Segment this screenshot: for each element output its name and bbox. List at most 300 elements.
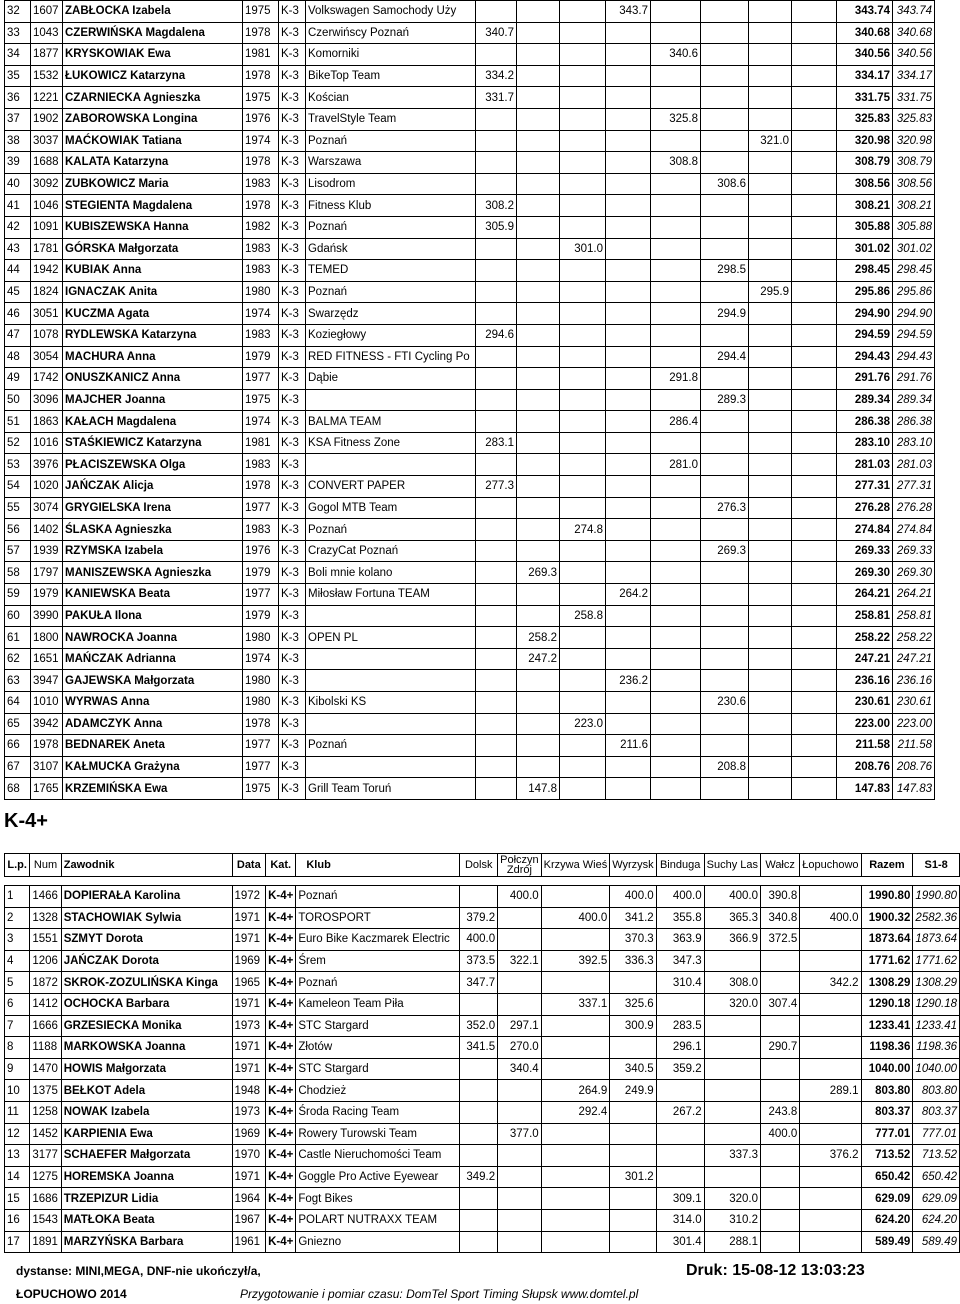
cell-polczyn [517, 540, 560, 562]
cell-lp: 48 [5, 346, 31, 368]
cell-dolsk [476, 454, 517, 476]
cell-krzywa-wies [560, 778, 606, 800]
k3-results-table [4, 0, 935, 800]
cell-polczyn [517, 411, 560, 433]
cell-polczyn: 340.4 [498, 1058, 542, 1080]
cell-lopuchowo [800, 1123, 861, 1145]
cell-data: 1971 [232, 1166, 266, 1188]
cell-s1-8: 258.81 [893, 605, 935, 627]
cell-binduga: 340.6 [651, 44, 701, 66]
cell-lopuchowo [792, 346, 837, 368]
cell-razem: 295.86 [837, 281, 893, 303]
cell-krzywa-wies [541, 972, 610, 994]
cell-zawodnik: ŚLASKA Agnieszka [63, 519, 243, 541]
cell-data: 1977 [243, 368, 279, 390]
cell-wyrzysk [606, 152, 651, 174]
table-row [5, 1188, 960, 1210]
cell-wyrzysk [606, 195, 651, 217]
cell-klub: POLART NUTRAXX TEAM [296, 1209, 460, 1231]
cell-lp: 61 [5, 627, 31, 649]
cell-razem: 294.43 [837, 346, 893, 368]
cell-s1-8: 2582.36 [913, 907, 960, 929]
cell-klub: Chodzież [296, 1080, 460, 1102]
table-row [5, 1058, 960, 1080]
cell-lp: 34 [5, 44, 31, 66]
cell-num: 1402 [31, 519, 63, 541]
cell-krzywa-wies [560, 44, 606, 66]
cell-wyrzysk: 211.6 [606, 735, 651, 757]
cell-data: 1970 [232, 1145, 266, 1167]
cell-polczyn [517, 65, 560, 87]
cell-krzywa-wies [560, 281, 606, 303]
cell-wyrzysk [606, 216, 651, 238]
cell-lp: 42 [5, 216, 31, 238]
cell-polczyn [517, 152, 560, 174]
cell-kat: K-3 [279, 238, 306, 260]
cell-zawodnik: ZUBKOWICZ Maria [63, 173, 243, 195]
cell-krzywa-wies [560, 648, 606, 670]
cell-num: 1939 [31, 540, 63, 562]
cell-suchy-las [704, 1101, 760, 1123]
cell-s1-8: 286.38 [893, 411, 935, 433]
cell-data: 1977 [243, 756, 279, 778]
cell-krzywa-wies [560, 692, 606, 714]
cell-kat: K-3 [279, 713, 306, 735]
cell-krzywa-wies [560, 130, 606, 152]
cell-data: 1977 [243, 735, 279, 757]
cell-razem: 294.59 [837, 324, 893, 346]
cell-klub: Kościan [306, 87, 476, 109]
cell-num: 1206 [30, 950, 61, 972]
cell-wyrzysk [606, 44, 651, 66]
cell-razem: 298.45 [837, 260, 893, 282]
cell-zawodnik: CZARNIECKA Agnieszka [63, 87, 243, 109]
cell-kat: K-3 [279, 173, 306, 195]
cell-data: 1961 [232, 1231, 266, 1253]
table-row [5, 432, 935, 454]
cell-razem: 803.37 [861, 1101, 913, 1123]
cell-dolsk [476, 173, 517, 195]
cell-data: 1978 [243, 195, 279, 217]
cell-lp: 67 [5, 756, 31, 778]
cell-suchy-las [701, 368, 749, 390]
cell-data: 1980 [243, 692, 279, 714]
cell-wyrzysk: 370.3 [610, 929, 656, 951]
cell-krzywa-wies [560, 497, 606, 519]
cell-lp: 41 [5, 195, 31, 217]
cell-suchy-las: 365.3 [704, 907, 760, 929]
cell-kat: K-4+ [266, 993, 296, 1015]
cell-razem: 208.76 [837, 756, 893, 778]
cell-binduga: 286.4 [651, 411, 701, 433]
cell-num: 1275 [30, 1166, 61, 1188]
cell-data: 1971 [232, 929, 266, 951]
cell-wyrzysk [606, 130, 651, 152]
cell-walcz [749, 173, 792, 195]
cell-lopuchowo [792, 648, 837, 670]
cell-dolsk [476, 670, 517, 692]
cell-walcz [749, 670, 792, 692]
cell-razem: 331.75 [837, 87, 893, 109]
cell-krzywa-wies [560, 562, 606, 584]
cell-data: 1980 [243, 281, 279, 303]
cell-binduga [656, 993, 704, 1015]
cell-lp: 56 [5, 519, 31, 541]
cell-razem: 1290.18 [861, 993, 913, 1015]
cell-suchy-las: 308.0 [704, 972, 760, 994]
cell-walcz [761, 1209, 800, 1231]
table-row [5, 44, 935, 66]
cell-data: 1973 [232, 1015, 266, 1037]
cell-dolsk [460, 1231, 498, 1253]
cell-kat: K-3 [279, 778, 306, 800]
cell-dolsk [476, 756, 517, 778]
cell-klub [306, 454, 476, 476]
cell-num: 1016 [31, 432, 63, 454]
cell-wyrzysk [606, 324, 651, 346]
cell-klub: Castle Nieruchomości Team [296, 1145, 460, 1167]
cell-krzywa-wies [560, 368, 606, 390]
cell-lopuchowo [792, 216, 837, 238]
cell-num: 1688 [31, 152, 63, 174]
cell-razem: 223.00 [837, 713, 893, 735]
cell-zawodnik: KALATA Katarzyna [63, 152, 243, 174]
cell-zawodnik: JAŃCZAK Dorota [61, 950, 232, 972]
cell-krzywa-wies [541, 1058, 610, 1080]
cell-dolsk [476, 519, 517, 541]
cell-suchy-las: 320.0 [704, 1188, 760, 1210]
cell-lopuchowo [792, 44, 837, 66]
cell-wyrzysk: 340.5 [610, 1058, 656, 1080]
cell-klub: STC Stargard [296, 1015, 460, 1037]
cell-s1-8: 305.88 [893, 216, 935, 238]
cell-lp: 7 [5, 1015, 30, 1037]
cell-walcz [761, 1058, 800, 1080]
cell-suchy-las: 400.0 [704, 886, 760, 908]
cell-lopuchowo [792, 281, 837, 303]
cell-krzywa-wies [560, 260, 606, 282]
cell-kat: K-4+ [266, 886, 296, 908]
cell-zawodnik: MATŁOKA Beata [61, 1209, 232, 1231]
cell-razem: 281.03 [837, 454, 893, 476]
cell-kat: K-3 [279, 260, 306, 282]
table-row [5, 368, 935, 390]
cell-wyrzysk [606, 411, 651, 433]
cell-klub: Poznań [306, 281, 476, 303]
cell-lp: 60 [5, 605, 31, 627]
cell-data: 1983 [243, 238, 279, 260]
cell-kat: K-4+ [266, 1209, 296, 1231]
cell-lopuchowo [792, 1, 837, 23]
table-row [5, 130, 935, 152]
cell-data: 1983 [243, 519, 279, 541]
cell-zawodnik: ADAMCZYK Anna [63, 713, 243, 735]
cell-lopuchowo [792, 713, 837, 735]
cell-s1-8: 325.83 [893, 108, 935, 130]
cell-suchy-las: 320.0 [704, 993, 760, 1015]
cell-binduga: 355.8 [656, 907, 704, 929]
cell-lp: 45 [5, 281, 31, 303]
cell-klub [306, 713, 476, 735]
cell-walcz [749, 152, 792, 174]
cell-lopuchowo [792, 108, 837, 130]
cell-dolsk: 283.1 [476, 432, 517, 454]
table-row [5, 648, 935, 670]
cell-lp: 12 [5, 1123, 30, 1145]
cell-klub: Czerwińscy Poznań [306, 22, 476, 44]
cell-kat: K-3 [279, 152, 306, 174]
cell-polczyn [498, 1101, 542, 1123]
cell-polczyn [517, 281, 560, 303]
cell-dolsk: 347.7 [460, 972, 498, 994]
cell-data: 1969 [232, 1123, 266, 1145]
cell-walcz [761, 1015, 800, 1037]
cell-krzywa-wies [541, 929, 610, 951]
cell-binduga: 283.5 [656, 1015, 704, 1037]
cell-binduga [651, 260, 701, 282]
cell-wyrzysk [606, 519, 651, 541]
cell-s1-8: 276.28 [893, 497, 935, 519]
cell-s1-8: 294.90 [893, 303, 935, 325]
cell-krzywa-wies [560, 411, 606, 433]
cell-polczyn [517, 476, 560, 498]
cell-lopuchowo [792, 324, 837, 346]
header-lopuchowo: Łopuchowo [800, 854, 861, 877]
cell-kat: K-4+ [266, 1123, 296, 1145]
header-spacer-row [5, 877, 960, 886]
cell-data: 1980 [243, 670, 279, 692]
cell-wyrzysk [606, 476, 651, 498]
cell-data: 1975 [243, 778, 279, 800]
cell-lp: 64 [5, 692, 31, 714]
cell-walcz [749, 389, 792, 411]
cell-lp: 15 [5, 1188, 30, 1210]
cell-polczyn [517, 735, 560, 757]
cell-krzywa-wies [560, 195, 606, 217]
cell-walcz: 340.8 [761, 907, 800, 929]
cell-walcz [761, 1231, 800, 1253]
cell-dolsk [460, 1058, 498, 1080]
cell-walcz [749, 44, 792, 66]
cell-razem: 589.49 [861, 1231, 913, 1253]
cell-binduga [651, 735, 701, 757]
cell-zawodnik: BEŁKOT Adela [61, 1080, 232, 1102]
k4-table-body [5, 886, 960, 1253]
cell-walcz: 321.0 [749, 130, 792, 152]
cell-razem: 308.79 [837, 152, 893, 174]
cell-dolsk [476, 627, 517, 649]
cell-kat: K-3 [279, 540, 306, 562]
cell-zawodnik: KRYSKOWIAK Ewa [63, 44, 243, 66]
cell-zawodnik: RZYMSKA Izabela [63, 540, 243, 562]
cell-suchy-las [701, 519, 749, 541]
cell-walcz: 295.9 [749, 281, 792, 303]
cell-lp: 66 [5, 735, 31, 757]
cell-klub: Swarzędz [306, 303, 476, 325]
cell-kat: K-4+ [266, 1015, 296, 1037]
cell-kat: K-4+ [266, 1231, 296, 1253]
cell-klub: Boli mnie kolano [306, 562, 476, 584]
cell-lp: 53 [5, 454, 31, 476]
cell-zawodnik: SCHAEFER Małgorzata [61, 1145, 232, 1167]
cell-klub: Dąbie [306, 368, 476, 390]
cell-num: 1686 [30, 1188, 61, 1210]
cell-lopuchowo [800, 1166, 861, 1188]
cell-wyrzysk [606, 692, 651, 714]
cell-kat: K-4+ [266, 950, 296, 972]
cell-num: 1765 [31, 778, 63, 800]
cell-suchy-las [701, 1, 749, 23]
cell-wyrzysk [606, 497, 651, 519]
cell-lp: 51 [5, 411, 31, 433]
header-s1-8: S1-8 [913, 854, 960, 877]
cell-lopuchowo [800, 1231, 861, 1253]
cell-kat: K-3 [279, 605, 306, 627]
cell-s1-8: 308.79 [893, 152, 935, 174]
cell-zawodnik: NOWAK Izabela [61, 1101, 232, 1123]
cell-lopuchowo [792, 670, 837, 692]
cell-dolsk [476, 130, 517, 152]
table-row [5, 281, 935, 303]
k3-table-body [5, 1, 935, 800]
cell-krzywa-wies [541, 886, 610, 908]
cell-walcz [749, 735, 792, 757]
cell-krzywa-wies: 274.8 [560, 519, 606, 541]
cell-razem: 713.52 [861, 1145, 913, 1167]
cell-num: 3990 [31, 605, 63, 627]
cell-krzywa-wies: 264.9 [541, 1080, 610, 1102]
cell-dolsk: 308.2 [476, 195, 517, 217]
cell-s1-8: 258.22 [893, 627, 935, 649]
cell-razem: 289.34 [837, 389, 893, 411]
cell-num: 3074 [31, 497, 63, 519]
cell-s1-8: 294.59 [893, 324, 935, 346]
cell-suchy-las [701, 324, 749, 346]
table-row [5, 260, 935, 282]
cell-dolsk [476, 368, 517, 390]
cell-wyrzysk [606, 454, 651, 476]
cell-num: 1902 [31, 108, 63, 130]
cell-suchy-las [701, 44, 749, 66]
table-row [5, 756, 935, 778]
cell-polczyn [517, 324, 560, 346]
cell-suchy-las [701, 713, 749, 735]
cell-wyrzysk [606, 238, 651, 260]
cell-suchy-las [704, 1123, 760, 1145]
cell-lopuchowo [800, 886, 861, 908]
cell-razem: 269.33 [837, 540, 893, 562]
cell-dolsk [476, 238, 517, 260]
cell-klub: TravelStyle Team [306, 108, 476, 130]
cell-suchy-las: 269.3 [701, 540, 749, 562]
cell-zawodnik: MAŃCZAK Adrianna [63, 648, 243, 670]
cell-suchy-las [704, 950, 760, 972]
cell-s1-8: 1990.80 [913, 886, 960, 908]
cell-polczyn [498, 1145, 542, 1167]
cell-wyrzysk [606, 303, 651, 325]
cell-binduga [656, 1080, 704, 1102]
cell-kat: K-3 [279, 756, 306, 778]
cell-walcz [761, 972, 800, 994]
cell-wyrzysk [606, 562, 651, 584]
cell-kat: K-3 [279, 22, 306, 44]
cell-binduga [651, 692, 701, 714]
cell-zawodnik: PAKUŁA Ilona [63, 605, 243, 627]
cell-walcz [749, 411, 792, 433]
table-row [5, 454, 935, 476]
table-row [5, 605, 935, 627]
cell-walcz [749, 108, 792, 130]
cell-walcz [761, 1188, 800, 1210]
cell-wyrzysk: 249.9 [610, 1080, 656, 1102]
cell-klub: Lisodrom [306, 173, 476, 195]
cell-num: 3051 [31, 303, 63, 325]
cell-data: 1979 [243, 605, 279, 627]
header-lp: L.p. [5, 854, 30, 877]
cell-dolsk: 341.5 [460, 1037, 498, 1059]
table-row [5, 1231, 960, 1253]
cell-klub: Gdańsk [306, 238, 476, 260]
cell-data: 1971 [232, 1037, 266, 1059]
cell-polczyn [517, 519, 560, 541]
cell-zawodnik: ONUSZKANICZ Anna [63, 368, 243, 390]
cell-krzywa-wies [560, 756, 606, 778]
header-kat: Kat. [266, 854, 296, 877]
cell-wyrzysk: 236.2 [606, 670, 651, 692]
cell-num: 1651 [31, 648, 63, 670]
cell-kat: K-4+ [266, 1080, 296, 1102]
cell-kat: K-3 [279, 476, 306, 498]
cell-data: 1983 [243, 454, 279, 476]
cell-razem: 301.02 [837, 238, 893, 260]
cell-s1-8: 264.21 [893, 584, 935, 606]
cell-razem: 236.16 [837, 670, 893, 692]
cell-kat: K-3 [279, 432, 306, 454]
table-row [5, 22, 935, 44]
cell-krzywa-wies [560, 454, 606, 476]
cell-zawodnik: SKROK-ZOZULIŃSKA Kinga [61, 972, 232, 994]
cell-binduga [656, 1145, 704, 1167]
cell-s1-8: 589.49 [913, 1231, 960, 1253]
cell-zawodnik: MAJCHER Joanna [63, 389, 243, 411]
cell-razem: 274.84 [837, 519, 893, 541]
cell-data: 1975 [243, 87, 279, 109]
cell-krzywa-wies [560, 627, 606, 649]
cell-s1-8: 236.16 [893, 670, 935, 692]
cell-zawodnik: KRZEMIŃSKA Ewa [63, 778, 243, 800]
cell-lp: 43 [5, 238, 31, 260]
cell-polczyn [498, 1188, 542, 1210]
cell-binduga: 400.0 [656, 886, 704, 908]
cell-data: 1971 [232, 1058, 266, 1080]
cell-binduga [651, 281, 701, 303]
cell-binduga: 281.0 [651, 454, 701, 476]
cell-lopuchowo [800, 1058, 861, 1080]
cell-krzywa-wies [541, 1209, 610, 1231]
cell-zawodnik: GÓRSKA Małgorzata [63, 238, 243, 260]
cell-dolsk: 373.5 [460, 950, 498, 972]
cell-num: 1375 [30, 1080, 61, 1102]
cell-polczyn [517, 22, 560, 44]
cell-polczyn [498, 993, 542, 1015]
cell-polczyn [517, 692, 560, 714]
cell-num: 1010 [31, 692, 63, 714]
cell-lopuchowo [792, 65, 837, 87]
cell-razem: 247.21 [837, 648, 893, 670]
cell-num: 1781 [31, 238, 63, 260]
cell-lopuchowo [792, 432, 837, 454]
cell-data: 1978 [243, 713, 279, 735]
